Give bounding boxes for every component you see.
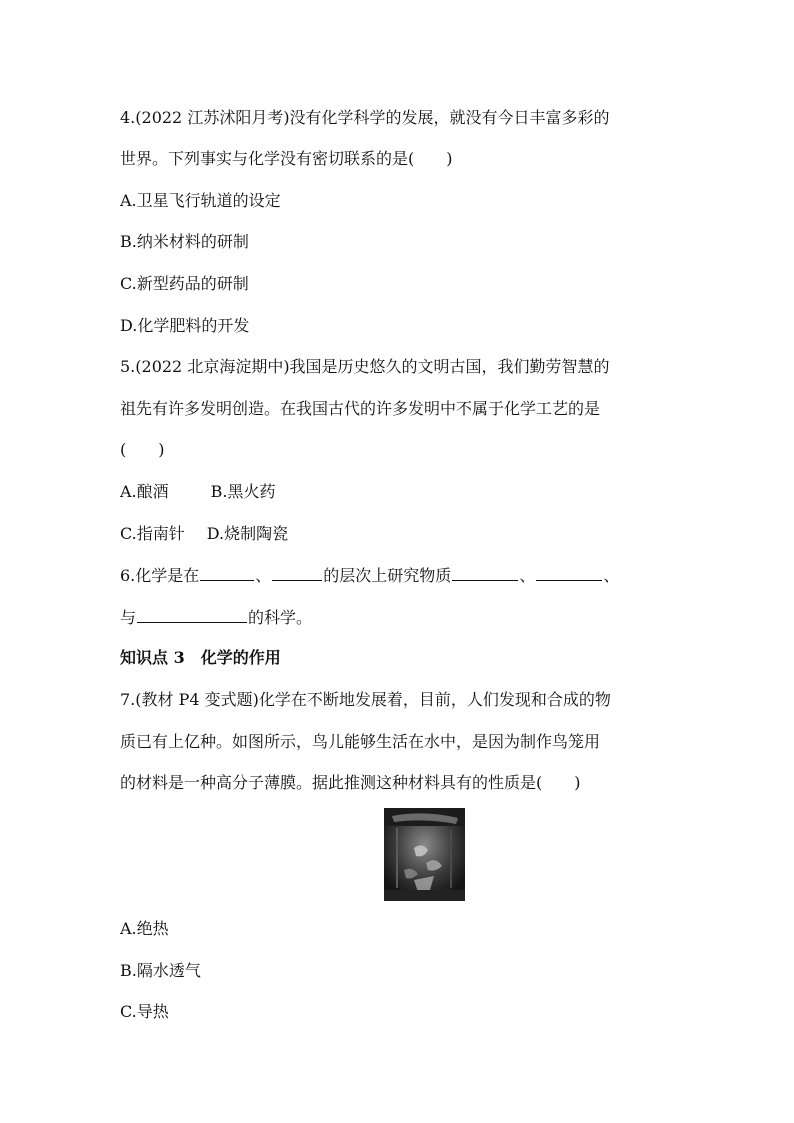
q6-sep-2: 、 — [519, 566, 536, 585]
q5-option-a: A.酿酒 — [120, 482, 169, 501]
q4-stem-line1: 4.(2022 江苏沭阳月考)没有化学科学的发展，就没有今日丰富多彩的 — [120, 108, 610, 127]
birdcage-in-water-photo — [384, 808, 465, 901]
q4-option-c: C.新型药品的研制 — [120, 274, 249, 293]
q6-blank-1 — [200, 564, 254, 581]
q5-stem-line2: 祖先有许多发明创造。在我国古代的许多发明中不属于化学工艺的是 — [120, 399, 601, 418]
q7-stem-line2: 质已有上亿种。如图所示，鸟儿能够生活在水中，是因为制作鸟笼用 — [120, 732, 601, 751]
q6-text-part3: 与 — [120, 608, 137, 627]
q6-sep-3: 、 — [603, 566, 620, 585]
q4-option-b: B.纳米材料的研制 — [120, 232, 249, 251]
q5-options-row2 — [120, 523, 288, 545]
q6-blank-5 — [137, 606, 247, 623]
q6-blank-4 — [536, 564, 602, 581]
q5-stem-line1: 5.(2022 北京海淀期中)我国是历史悠久的文明古国，我们勤劳智慧的 — [120, 357, 610, 376]
q6-text-part2: 的层次上研究物质 — [323, 566, 452, 585]
q6-text-part4: 的科学。 — [248, 608, 313, 627]
q7-option-c: C.导热 — [120, 1002, 169, 1021]
q6-blank-3 — [452, 564, 518, 581]
q5-stem-line3: ( ) — [120, 440, 165, 459]
q4-option-a: A.卫星飞行轨道的设定 — [120, 191, 281, 210]
q7-stem-line1: 7.(教材 P4 变式题)化学在不断地发展着，目前，人们发现和合成的物 — [120, 690, 611, 709]
q6-blank-2 — [272, 564, 322, 581]
q5-option-d: D.烧制陶瓷 — [206, 524, 289, 543]
section-heading: 知识点 3 化学的作用 — [120, 648, 281, 667]
q5-option-b: B.黑火药 — [210, 482, 276, 501]
q4-option-d: D.化学肥料的开发 — [120, 316, 250, 335]
q5-option-c: C.指南针 — [120, 524, 185, 543]
q7-stem-line3: 的材料是一种高分子薄膜。据此推测这种材料具有的性质是( ) — [120, 773, 581, 792]
q7-option-a: A.绝热 — [120, 919, 169, 938]
q6-sep-1: 、 — [255, 566, 272, 585]
q4-stem-line2: 世界。下列事实与化学没有密切联系的是( ) — [120, 149, 453, 168]
q6-stem-line1 — [120, 564, 619, 587]
q5-options-row1 — [120, 481, 276, 503]
q6-text-part1: 6.化学是在 — [120, 566, 200, 585]
q6-stem-line2 — [120, 606, 312, 629]
q7-option-b: B.隔水透气 — [120, 961, 201, 980]
